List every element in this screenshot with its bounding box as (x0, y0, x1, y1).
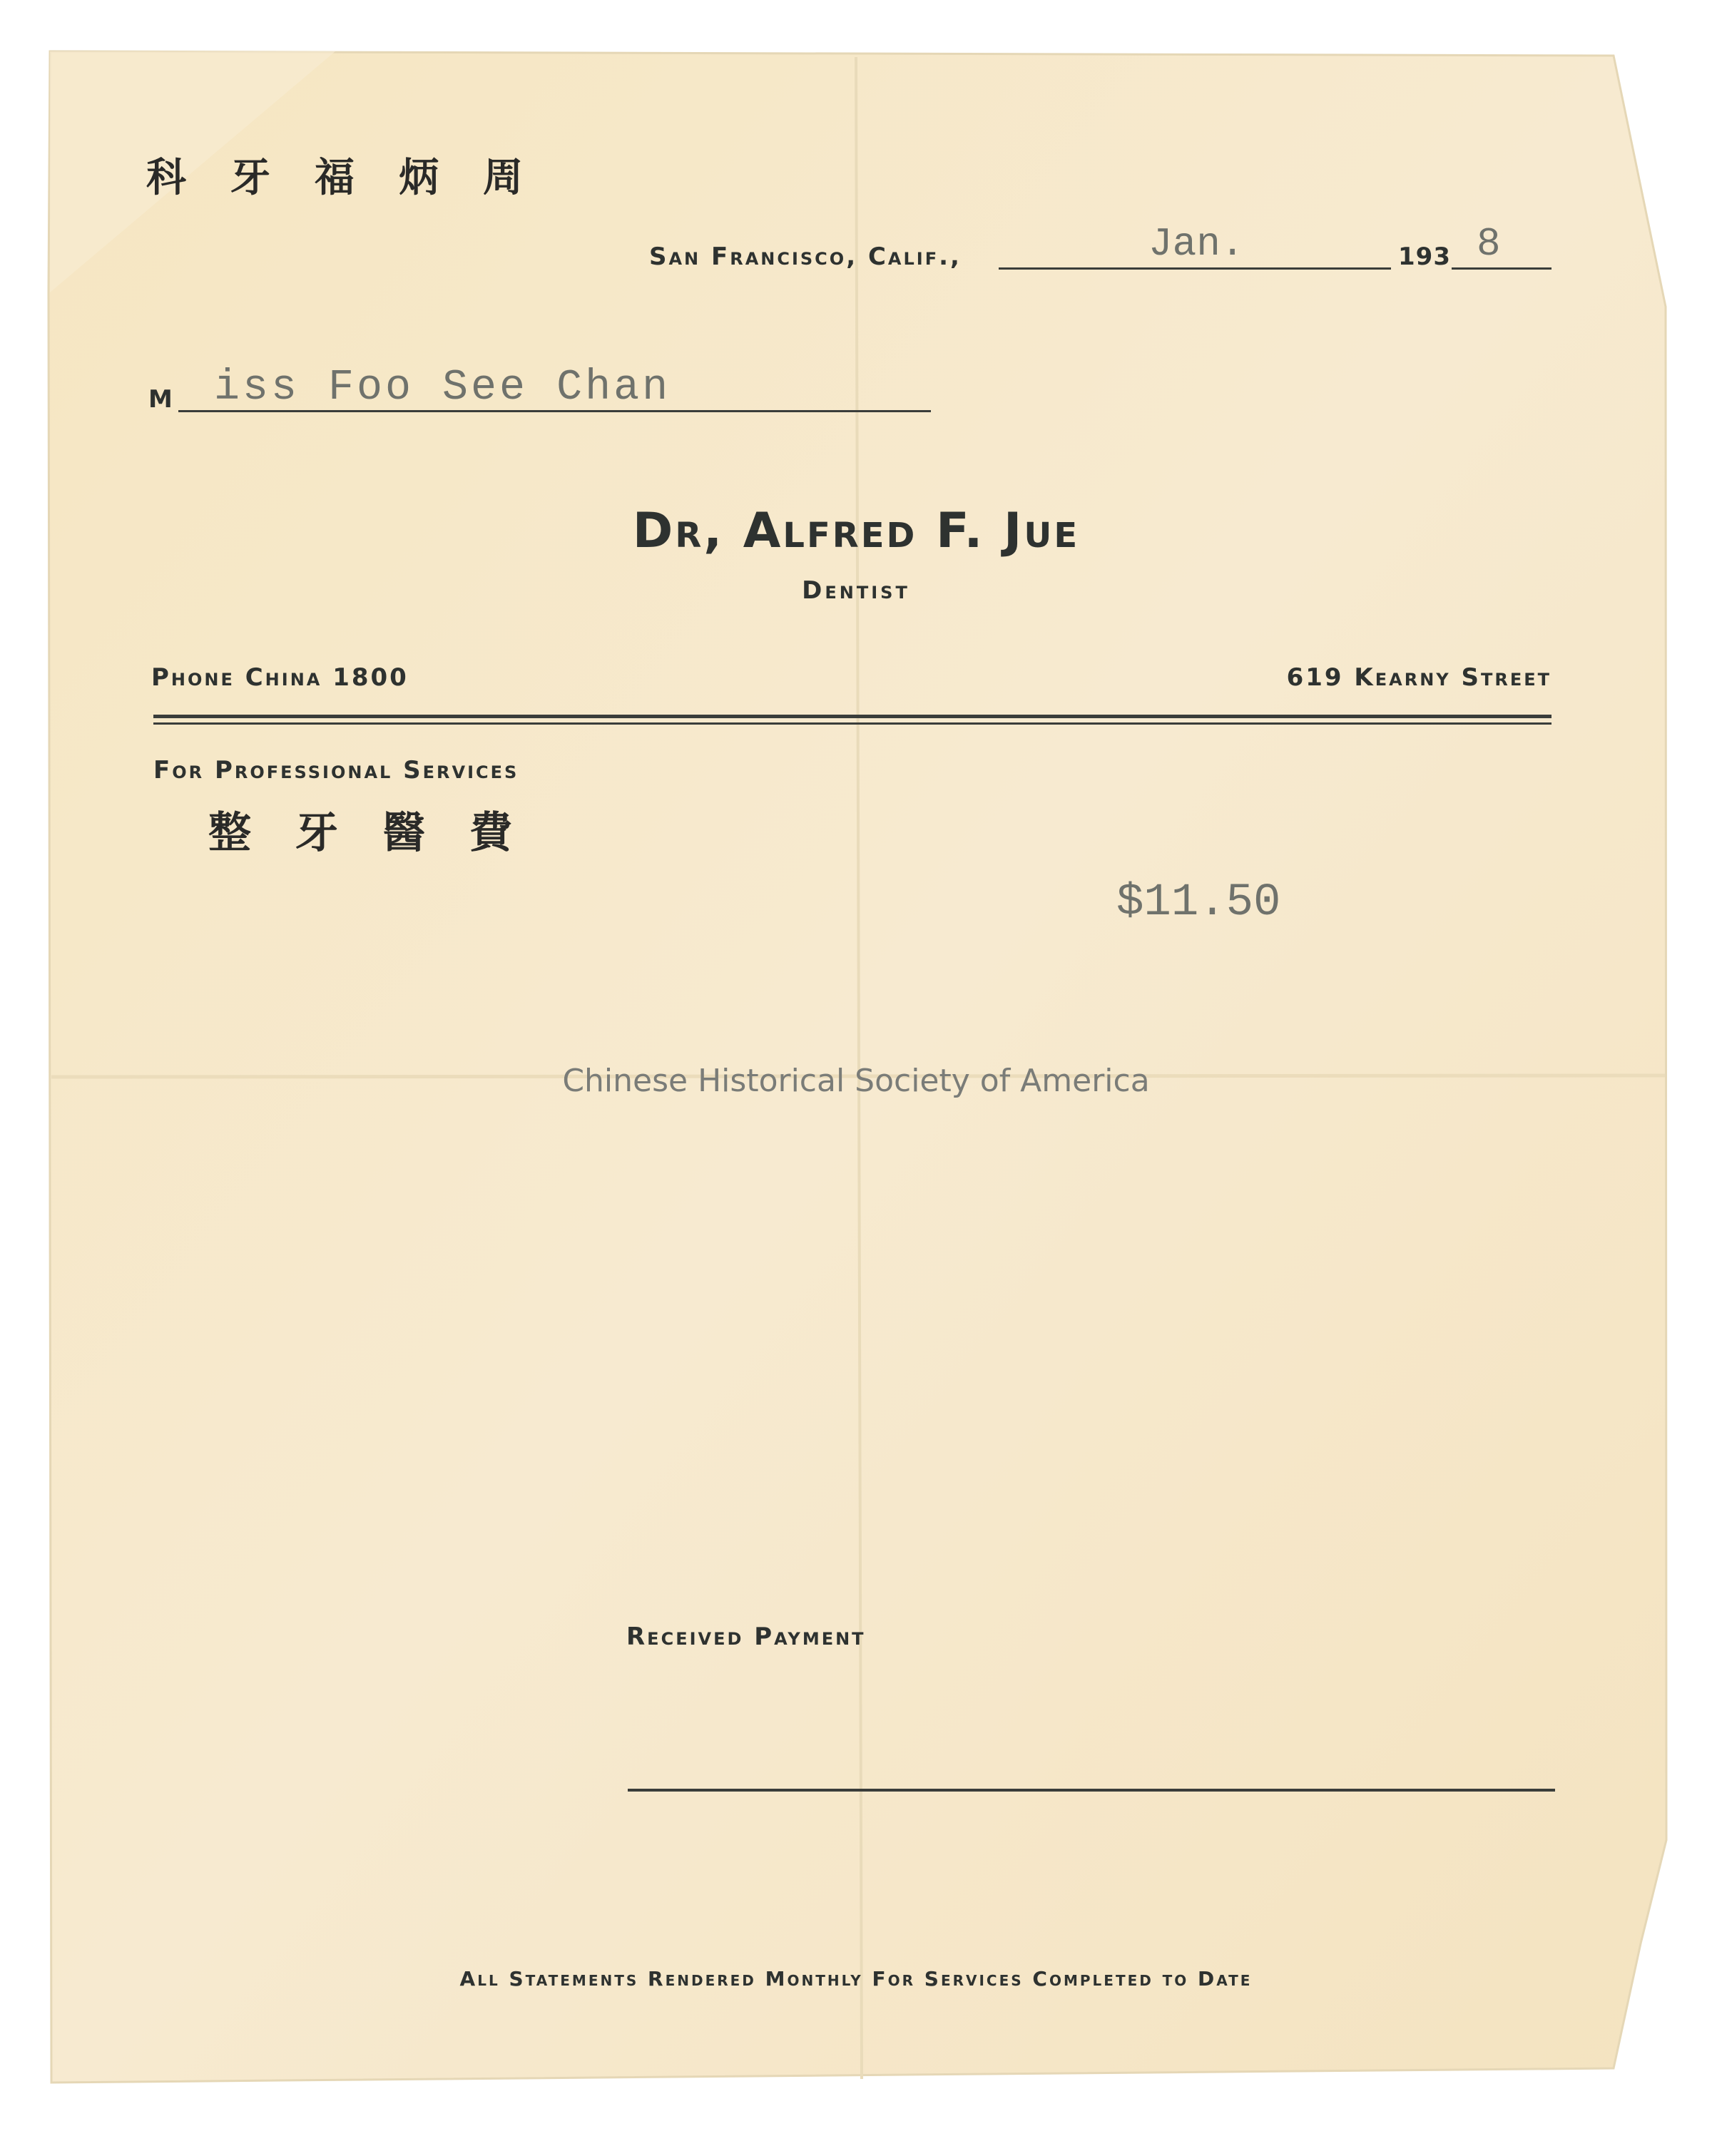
received-payment-label: Received Payment (626, 1623, 866, 1651)
year-suffix: 8 (1477, 221, 1501, 267)
services-amount: $11.50 (1116, 877, 1281, 929)
services-char-4: 費 (469, 808, 512, 858)
street-address: 619 Kearny Street (1286, 663, 1552, 692)
archive-watermark: Chinese Historical Society of America (562, 1063, 1150, 1099)
services-chinese-label (208, 799, 512, 860)
year-underline (1452, 267, 1552, 270)
doctor-name: Dr, Alfred F. Jue (632, 503, 1080, 559)
footer-note: All Statements Rendered Monthly For Services Completed to Date (459, 1967, 1253, 1991)
year-prefix: 193 (1398, 242, 1451, 271)
date-month: Jan. (1148, 221, 1245, 267)
signature-line (628, 1789, 1555, 1792)
services-char-2: 牙 (295, 808, 338, 858)
chinese-char-1: 科 (146, 154, 186, 201)
date-underline (999, 267, 1391, 270)
services-label: For Professional Services (153, 756, 519, 785)
services-char-3: 醫 (382, 808, 425, 858)
chinese-char-2: 牙 (230, 154, 270, 201)
header-rule-bottom (153, 722, 1552, 725)
phone-number: Phone China 1800 (151, 663, 409, 692)
chinese-char-4: 炳 (399, 154, 439, 201)
city-label: San Francisco, Calif., (649, 242, 962, 271)
services-char-1: 整 (208, 808, 251, 858)
chinese-char-3: 福 (315, 154, 355, 201)
chinese-practice-name (146, 146, 523, 203)
recipient-prefix: M (148, 385, 175, 414)
chinese-char-5: 周 (483, 154, 523, 201)
recipient-name: iss Foo See Chan (214, 364, 671, 412)
practice-title: Dentist (802, 576, 910, 605)
header-rule-top (153, 715, 1552, 718)
